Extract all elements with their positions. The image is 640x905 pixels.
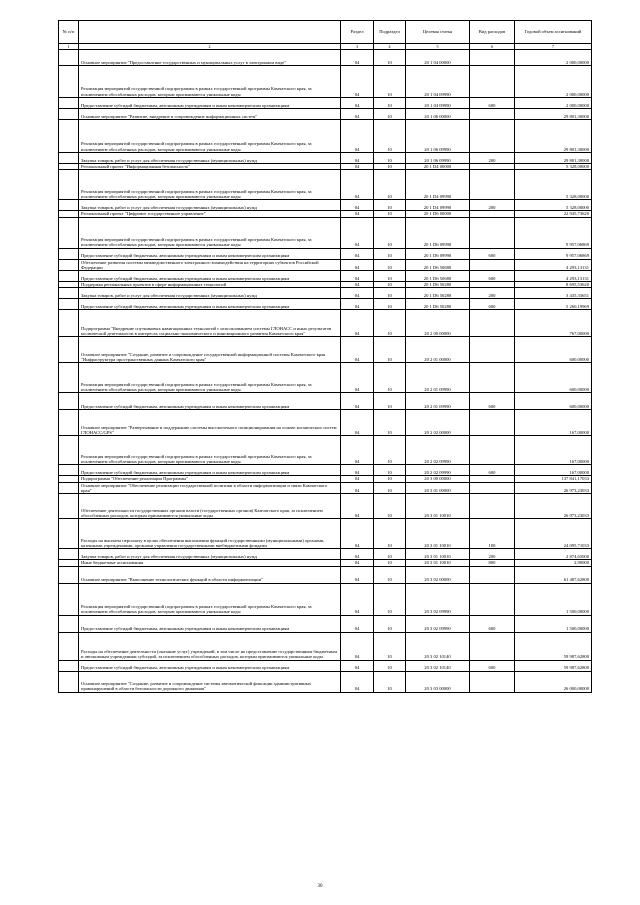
table-row [59,50,592,66]
table-row [59,465,592,476]
cell-razdel: 04 [341,549,374,560]
cell-csr: 20 1 04 09990 [406,98,470,109]
cell-csr: 20 1 06 09990 [406,120,470,153]
cell-name: Поддержка региональных проектов в сфере информационных технологий [79,282,341,288]
table-row [59,217,592,248]
cell-podrazdel: 10 [374,66,406,98]
cell-csr: 20 3 02 09990 [406,583,470,615]
column-number: 3 [341,44,374,50]
cell-name: Предоставление субсидий бюджетным, автономным учреждениям и иным некоммерческим организациям [79,615,341,632]
cell-vr [470,566,515,583]
cell-razdel: 04 [341,476,374,482]
cell-podrazdel: 10 [374,583,406,615]
cell-podrazdel: 10 [374,109,406,120]
cell-num [59,50,79,66]
cell-name: Региональный проект "Информационная безопасность" [79,164,341,170]
cell-podrazdel: 10 [374,615,406,632]
cell-podrazdel: 10 [374,465,406,476]
cell-name: Закупка товаров, работ и услуг для обеспечения государственных (муниципальных) нужд [79,549,341,560]
cell-amount: 137 841,17033 [515,476,592,482]
cell-name: Основное мероприятие "Предоставление государственных и муниципальных услуг в электронном виде" [79,50,341,66]
cell-razdel: 04 [341,310,374,337]
cell-csr: 20 2 01 09990 [406,393,470,410]
cell-csr: 20 3 03 00000 [406,671,470,692]
table-row [59,310,592,337]
cell-csr: 20 1 D4 09990 [406,170,470,200]
cell-num [59,310,79,337]
cell-num [59,248,79,259]
cell-name: Закупка товаров, работ и услуг для обеспечения государственных (муниципальных) нужд [79,153,341,164]
table-body [59,50,592,693]
table-row [59,583,592,615]
cell-amount: 1 500,00000 [515,583,592,615]
cell-amount: 22 945,73620 [515,211,592,217]
cell-csr: 20 3 02 09990 [406,615,470,632]
cell-podrazdel: 10 [374,476,406,482]
page-number: 30 [317,884,323,889]
cell-name: Закупка товаров, работ и услуг для обеспечения государственных (муниципальных) нужд [79,288,341,299]
cell-name: Реализация мероприятий государственной подпрограммы в рамках государственной программы Камчатского края, за исключением обособленных расходов, которым присваиваются уникальные коды [79,170,341,200]
cell-csr: 20 1 04 09990 [406,66,470,98]
budget-table [58,20,592,693]
cell-podrazdel: 10 [374,660,406,671]
cell-amount: 61 487,62800 [515,566,592,583]
cell-name: Основное мероприятие "Развитие, внедрение и сопровождение информационных систем" [79,109,341,120]
cell-vr: 600 [470,271,515,282]
cell-csr: 20 1 D4 00000 [406,164,470,170]
cell-name: Предоставление субсидий бюджетным, автономным учреждениям и иным некоммерческим организациям [79,248,341,259]
column-number: 7 [515,44,592,50]
cell-amount: 26 973,23033 [515,482,592,494]
cell-podrazdel: 10 [374,248,406,259]
cell-name: Реализация мероприятий государственной подпрограммы в рамках государственной программы Камчатского края, за исключением обособленных расходов, которым присваиваются уникальные коды [79,66,341,98]
cell-podrazdel: 10 [374,120,406,153]
cell-podrazdel: 10 [374,632,406,660]
cell-razdel: 04 [341,519,374,549]
cell-vr: 600 [470,660,515,671]
cell-razdel: 04 [341,363,374,393]
cell-num [59,271,79,282]
cell-csr: 20 3 01 10010 [406,494,470,519]
table-row [59,566,592,583]
column-number: 5 [406,44,470,50]
table-row [59,494,592,519]
cell-razdel: 04 [341,436,374,465]
cell-csr: 20 1 D4 09990 [406,200,470,211]
cell-razdel: 04 [341,660,374,671]
cell-amount: 2 000,00000 [515,98,592,109]
cell-podrazdel: 10 [374,259,406,271]
cell-num [59,337,79,363]
table-row [59,66,592,98]
cell-csr: 20 2 01 00000 [406,337,470,363]
table-row [59,615,592,632]
cell-name: Предоставление субсидий бюджетным, автономным учреждениям и иным некоммерческим организациям [79,465,341,476]
cell-vr [470,120,515,153]
cell-vr [470,66,515,98]
table-row [59,660,592,671]
cell-podrazdel: 10 [374,549,406,560]
cell-razdel: 04 [341,615,374,632]
cell-amount: 5 260,19969 [515,299,592,310]
table-row [59,248,592,259]
header-podrazdel: Подраздел [374,21,406,44]
cell-amount: 29 801,30000 [515,120,592,153]
cell-razdel: 04 [341,211,374,217]
cell-razdel: 04 [341,465,374,476]
table-row [59,632,592,660]
cell-num [59,393,79,410]
cell-podrazdel: 10 [374,482,406,494]
header-vr: Вид расходов [470,21,515,44]
header-amount: Годовой объем ассигнований [515,21,592,44]
cell-vr: 600 [470,248,515,259]
cell-razdel: 04 [341,109,374,120]
cell-razdel: 04 [341,200,374,211]
cell-csr: 20 1 06 09990 [406,153,470,164]
cell-vr [470,482,515,494]
document-page [58,20,591,693]
cell-podrazdel: 10 [374,288,406,299]
cell-amount: 2 000,00000 [515,66,592,98]
cell-name: Расходы на выплаты персоналу в целях обеспечения выполнения функций государственными (муниципальными) органами, казенными учреждениями, органами управления государственными внебюджетными фондами [79,519,341,549]
cell-amount: 2 874,65000 [515,549,592,560]
cell-name: Реализация мероприятий государственной подпрограммы в рамках государственной программы Камчатского края, за исключением обособленных расходов, которым присваиваются уникальные коды [79,436,341,465]
cell-vr [470,671,515,692]
cell-num [59,410,79,436]
cell-amount: 2,90000 [515,560,592,566]
cell-num [59,363,79,393]
cell-num [59,288,79,299]
table-row [59,98,592,109]
cell-csr: 20 1 04 00000 [406,50,470,66]
cell-num [59,170,79,200]
cell-csr: 20 2 00 00000 [406,310,470,337]
column-number: 4 [374,44,406,50]
cell-name: Основное мероприятие "Создание, развитие и сопровождение государственной информационной системы Камчатского края "Инфраструктура пространственных данных Камчатского края" [79,337,341,363]
cell-csr: 20 2 02 00000 [406,410,470,436]
cell-vr [470,50,515,66]
cell-amount: 767,00000 [515,310,592,337]
cell-vr [470,632,515,660]
cell-amount: 29 801,30000 [515,153,592,164]
cell-razdel: 04 [341,120,374,153]
cell-vr [470,109,515,120]
cell-amount: 5 328,00000 [515,164,592,170]
cell-name: Подпрограмма "Обеспечение реализации Программы" [79,476,341,482]
cell-amount: 167,00000 [515,465,592,476]
cell-vr: 200 [470,288,515,299]
cell-num [59,465,79,476]
cell-name: Основное мероприятие "Выполнение технологических функций в области информатизации" [79,566,341,583]
cell-name: Реализация мероприятий государственной подпрограммы в рамках государственной программы Камчатского края, за исключением обособленных расходов, которым присваиваются уникальные коды [79,120,341,153]
cell-podrazdel: 10 [374,566,406,583]
cell-razdel: 04 [341,632,374,660]
cell-podrazdel: 10 [374,519,406,549]
table-row [59,519,592,549]
cell-csr: 20 3 01 10010 [406,549,470,560]
cell-name: Реализация мероприятий государственной подпрограммы в рамках государственной программы Камчатского края, за исключением обособленных расходов, которым присваиваются уникальные коды [79,363,341,393]
cell-amount: 26 000,00000 [515,671,592,692]
cell-podrazdel: 10 [374,211,406,217]
cell-csr: 20 1 D6 09990 [406,248,470,259]
cell-vr: 600 [470,465,515,476]
cell-name: Реализация мероприятий государственной подпрограммы в рамках государственной программы Камчатского края, за исключением обособленных расходов, которым присваиваются уникальные коды [79,217,341,248]
table-row [59,549,592,560]
cell-num [59,583,79,615]
cell-podrazdel: 10 [374,200,406,211]
cell-num [59,660,79,671]
cell-podrazdel: 10 [374,153,406,164]
cell-razdel: 04 [341,337,374,363]
cell-amount: 600,00000 [515,393,592,410]
cell-amount: 2 000,00000 [515,50,592,66]
cell-name: Предоставление субсидий бюджетным, автономным учреждениям и иным некоммерческим организациям [79,660,341,671]
column-number: 6 [470,44,515,50]
cell-razdel: 04 [341,494,374,519]
cell-csr: 20 2 01 09990 [406,363,470,393]
cell-razdel: 04 [341,98,374,109]
cell-amount: 600,00000 [515,337,592,363]
cell-vr: 200 [470,153,515,164]
cell-num [59,632,79,660]
table-row [59,436,592,465]
table-row [59,153,592,164]
cell-csr: 20 3 01 10010 [406,560,470,566]
cell-num [59,153,79,164]
cell-razdel: 04 [341,66,374,98]
cell-razdel: 04 [341,410,374,436]
cell-razdel: 04 [341,259,374,271]
column-number: 1 [59,44,79,50]
cell-csr: 20 3 01 00000 [406,482,470,494]
cell-amount: 3 435,33651 [515,288,592,299]
cell-num [59,566,79,583]
cell-razdel: 04 [341,271,374,282]
cell-amount: 4 293,13131 [515,271,592,282]
cell-amount: 26 973,23033 [515,494,592,519]
cell-name: Расходы на обеспечение деятельности (оказание услуг) учреждений, в том числе на предоставление государственным бюджетным и автономным учреждениям субсидий, за исключением обособленных расходов, которым присваиваются уникальные коды [79,632,341,660]
cell-podrazdel: 10 [374,164,406,170]
cell-amount: 1 500,00000 [515,615,592,632]
table-row [59,299,592,310]
cell-num [59,549,79,560]
cell-vr: 600 [470,615,515,632]
cell-razdel: 04 [341,170,374,200]
cell-csr: 20 1 D6 00000 [406,211,470,217]
cell-amount: 600,00000 [515,363,592,393]
cell-podrazdel: 10 [374,671,406,692]
cell-num [59,671,79,692]
cell-num [59,98,79,109]
cell-num [59,200,79,211]
cell-name: Предоставление субсидий бюджетным, автономным учреждениям и иным некоммерческим организациям [79,98,341,109]
cell-podrazdel: 10 [374,98,406,109]
cell-num [59,494,79,519]
cell-csr: 20 3 02 00000 [406,566,470,583]
cell-razdel: 04 [341,560,374,566]
cell-vr: 100 [470,519,515,549]
cell-vr: 600 [470,299,515,310]
table-row [59,200,592,211]
cell-name: Обеспечение развития системы межведомственного электронного взаимодействия на территориях субъектов Российской Федерации [79,259,341,271]
cell-csr: 20 1 D6 50280 [406,288,470,299]
cell-name: Подпрограмма "Внедрение спутниковых навигационных технологий с использованием системы ГЛОНАСС и иных результатов космической деятельности в интересах социально-экономического и инновационного развития Камчатского края" [79,310,341,337]
cell-num [59,519,79,549]
cell-amount: 24 095,71033 [515,519,592,549]
cell-csr: 20 3 02 10140 [406,660,470,671]
cell-podrazdel: 10 [374,299,406,310]
cell-razdel: 04 [341,299,374,310]
cell-csr: 20 3 02 10140 [406,632,470,660]
cell-num [59,482,79,494]
cell-name: Иные бюджетные ассигнования [79,560,341,566]
table-row [59,259,592,271]
cell-amount: 4 293,13131 [515,259,592,271]
cell-name: Предоставление субсидий бюджетным, автономным учреждениям и иным некоммерческим организациям [79,393,341,410]
cell-name: Реализация мероприятий государственной подпрограммы в рамках государственной программы Камчатского края, за исключением обособленных расходов, которым присваиваются уникальные коды [79,583,341,615]
cell-razdel: 04 [341,153,374,164]
cell-razdel: 04 [341,393,374,410]
cell-amount: 8 695,53620 [515,282,592,288]
cell-num [59,109,79,120]
cell-name: Предоставление субсидий бюджетным, автономным учреждениям и иным некоммерческим организациям [79,271,341,282]
cell-amount: 9 957,06869 [515,248,592,259]
cell-razdel: 04 [341,671,374,692]
cell-num [59,299,79,310]
cell-name: Основное мероприятие "Обеспечение реализации государственной политики в области информатизации и связи Камчатского края" [79,482,341,494]
cell-amount: 167,00000 [515,436,592,465]
cell-csr: 20 1 D6 50280 [406,282,470,288]
header-name [79,21,341,44]
table-row [59,288,592,299]
cell-num [59,436,79,465]
cell-num [59,217,79,248]
table-row [59,170,592,200]
cell-podrazdel: 10 [374,170,406,200]
table-row [59,482,592,494]
table-row [59,410,592,436]
cell-csr: 20 1 D6 09990 [406,217,470,248]
cell-csr: 20 3 01 10010 [406,519,470,549]
cell-podrazdel: 10 [374,50,406,66]
table-row [59,120,592,153]
cell-csr: 20 2 02 09990 [406,465,470,476]
table-row [59,109,592,120]
cell-num [59,259,79,271]
cell-csr: 20 1 D6 50680 [406,271,470,282]
cell-podrazdel: 10 [374,494,406,519]
cell-amount: 5 328,00000 [515,170,592,200]
cell-razdel: 04 [341,282,374,288]
cell-razdel: 04 [341,566,374,583]
cell-name: Закупка товаров, работ и услуг для обеспечения государственных (муниципальных) нужд [79,200,341,211]
cell-vr [470,410,515,436]
cell-name: Основное мероприятие "Развертывание и поддержание системы высокоточного позиционирования на основе космических систем ГЛОНАСС/GPS" [79,410,341,436]
table-row [59,337,592,363]
cell-vr: 800 [470,560,515,566]
cell-csr: 20 2 02 09990 [406,436,470,465]
cell-csr: 20 3 00 00000 [406,476,470,482]
cell-vr [470,583,515,615]
cell-csr: 20 1 06 00000 [406,109,470,120]
cell-vr [470,310,515,337]
cell-razdel: 04 [341,482,374,494]
table-row [59,271,592,282]
cell-csr: 20 1 D6 50280 [406,299,470,310]
cell-podrazdel: 10 [374,282,406,288]
cell-vr [470,337,515,363]
cell-amount: 59 987,62800 [515,632,592,660]
cell-amount: 5 328,00000 [515,200,592,211]
cell-razdel: 04 [341,583,374,615]
cell-razdel: 04 [341,217,374,248]
column-number: 2 [79,44,341,50]
cell-podrazdel: 10 [374,363,406,393]
cell-podrazdel: 10 [374,217,406,248]
cell-amount: 59 987,62800 [515,660,592,671]
cell-podrazdel: 10 [374,271,406,282]
cell-podrazdel: 10 [374,436,406,465]
cell-podrazdel: 10 [374,560,406,566]
cell-amount: 9 957,06869 [515,217,592,248]
table-row [59,363,592,393]
cell-razdel: 04 [341,50,374,66]
cell-vr [470,259,515,271]
cell-vr: 200 [470,200,515,211]
cell-csr: 20 1 D6 50680 [406,259,470,271]
cell-razdel: 04 [341,248,374,259]
cell-amount: 29 801,30000 [515,109,592,120]
header-razdel: Раздел [341,21,374,44]
cell-vr [470,363,515,393]
cell-podrazdel: 10 [374,310,406,337]
cell-vr: 600 [470,393,515,410]
table-row [59,393,592,410]
cell-razdel: 04 [341,288,374,299]
cell-name: Региональный проект "Цифровое государственное управление" [79,211,341,217]
cell-name: Обеспечение деятельности государственных органов власти (государственных органов) Камчатского края, за исключением обособленных расходов, которым присваиваются уникальные коды [79,494,341,519]
cell-vr [470,494,515,519]
cell-razdel: 04 [341,164,374,170]
cell-podrazdel: 10 [374,410,406,436]
cell-name: Основное мероприятие "Создание, развитие и сопровождение системы автоматической фиксации административных правонарушений в области безопасности дорожного движения" [79,671,341,692]
cell-num [59,120,79,153]
header-num: № п/п [59,21,79,44]
cell-vr [470,217,515,248]
cell-podrazdel: 10 [374,337,406,363]
table-header-row [59,21,592,44]
cell-name: Предоставление субсидий бюджетным, автономным учреждениям и иным некоммерческим организациям [79,299,341,310]
cell-amount: 167,00000 [515,410,592,436]
cell-podrazdel: 10 [374,393,406,410]
cell-vr: 200 [470,549,515,560]
cell-num [59,66,79,98]
cell-vr: 600 [470,98,515,109]
cell-num [59,615,79,632]
cell-vr [470,170,515,200]
header-csr: Целевая статья [406,21,470,44]
table-row [59,671,592,692]
cell-vr [470,436,515,465]
